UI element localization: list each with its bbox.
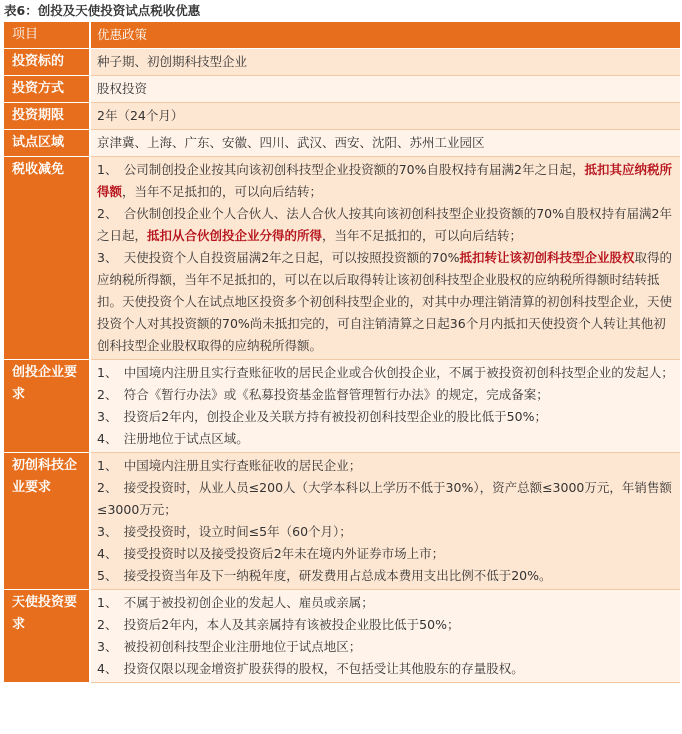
row-angel-label: 天使投资要求 xyxy=(4,590,90,683)
row-method-label: 投资方式 xyxy=(4,76,90,103)
row-tax-value xyxy=(90,157,680,360)
list-item: 1、 中国境内注册且实行查账征收的居民企业； xyxy=(97,458,362,473)
row-method-value: 股权投资 xyxy=(90,76,680,103)
tax-item-1 xyxy=(97,159,674,203)
header-policy: 优惠政策 xyxy=(90,22,680,49)
list-item: 3、 投资后2年内，创投企业及关联方持有被投初创科技型企业的股比低于50%； xyxy=(97,409,547,424)
row-vc-value xyxy=(90,360,680,453)
list-item: 1、 中国境内注册且实行查账征收的居民企业或合伙创投企业，不属于被投资初创科技型企业的发起人； xyxy=(97,365,674,380)
table-header-row xyxy=(4,22,680,49)
tax-item-3-text-a: 3、 天使投资个人自投资届满2年之日起，可以按照投资额的70% xyxy=(97,250,460,265)
list-item: 3、 接受投资时，设立时间≤5年（60个月）； xyxy=(97,524,352,539)
tax-item-1-text-a: 1、 公司制创投企业按其向该初创科技型企业投资额的70%自股权持有届满2年之日起， xyxy=(97,162,585,177)
list-item: 2、 投资后2年内，本人及其亲属持有该被投企业股比低于50%； xyxy=(97,617,460,632)
row-period-label: 投资期限 xyxy=(4,103,90,130)
list-item: 4、 投资仅限以现金增资扩股获得的股权，不包括受让其他股东的存量股权。 xyxy=(97,661,524,676)
list-item: 5、 接受投资当年及下一纳税年度，研发费用占总成本费用支出比例不低于20%。 xyxy=(97,568,552,583)
row-angel-value xyxy=(90,590,680,683)
tax-policy-table xyxy=(4,22,680,683)
tax-item-3-highlight: 抵扣转让该初创科技型企业股权 xyxy=(459,250,635,265)
row-period-value: 2年（24个月） xyxy=(90,103,680,130)
row-angel xyxy=(4,590,680,683)
row-startup-value xyxy=(90,453,680,590)
list-item: 3、 被投初创科技型企业注册地位于试点地区； xyxy=(97,639,362,654)
row-period xyxy=(4,103,680,130)
list-item: 2、 接受投资时，从业人员≤200人（大学本科以上学历不低于30%），资产总额≤3000万元，年销售额≤3000万元； xyxy=(97,480,672,517)
header-item: 项目 xyxy=(4,22,90,49)
tax-item-1-text-c: ，当年不足抵扣的，可以向后结转； xyxy=(122,184,323,199)
row-target-label: 投资标的 xyxy=(4,49,90,76)
tax-item-2-text-a: 2、 合伙制创投企业个人合伙人、法人合伙人按其向该初创科技型企业投资额的70%自股权持有届满2年之日起， xyxy=(97,206,672,243)
row-method xyxy=(4,76,680,103)
list-item: 2、 符合《暂行办法》或《私募投资基金监督管理暂行办法》的规定，完成备案； xyxy=(97,387,549,402)
row-tax xyxy=(4,157,680,360)
row-region-value: 京津冀、上海、广东、安徽、四川、武汉、西安、沈阳、苏州工业园区 xyxy=(90,130,680,157)
row-vc xyxy=(4,360,680,453)
row-target xyxy=(4,49,680,76)
tax-item-3-text-c: 取得的应纳税所得额，当年不足抵扣的，可以在以后取得转让该初创科技型企业股权的应纳税所得额时结转抵扣。天使投资个人在试点地区投资多个初创科技型企业的，对其中办理注销清算的初创科技型企业，天使投资个人对其投资额的70%尚未抵扣完的，可自注销清算之日起36个月内抵扣天使投资个人转让其他初创科技型企业股权取得的应纳税所得额。 xyxy=(97,250,673,353)
row-target-value: 种子期、初创期科技型企业 xyxy=(90,49,680,76)
list-item: 1、 不属于被投初创企业的发起人、雇员或亲属； xyxy=(97,595,374,610)
tax-item-3 xyxy=(97,247,674,357)
tax-item-1-highlight: 抵扣其应纳税所得额 xyxy=(97,162,672,199)
row-region xyxy=(4,130,680,157)
tax-item-2-text-c: ，当年不足抵扣的，可以向后结转； xyxy=(322,228,523,243)
row-startup-label: 初创科技企业要求 xyxy=(4,453,90,590)
tax-item-2-highlight: 抵扣从合伙创投企业分得的所得 xyxy=(147,228,323,243)
list-item: 4、 注册地位于试点区域。 xyxy=(97,431,249,446)
row-tax-label: 税收减免 xyxy=(4,157,90,360)
row-region-label: 试点区域 xyxy=(4,130,90,157)
row-startup xyxy=(4,453,680,590)
list-item: 4、 接受投资时以及接受投资后2年未在境内外证券市场上市； xyxy=(97,546,445,561)
table-title: 表6：创投及天使投资试点税收优惠 xyxy=(4,3,201,18)
row-vc-label: 创投企业要求 xyxy=(4,360,90,453)
tax-item-2 xyxy=(97,203,674,247)
